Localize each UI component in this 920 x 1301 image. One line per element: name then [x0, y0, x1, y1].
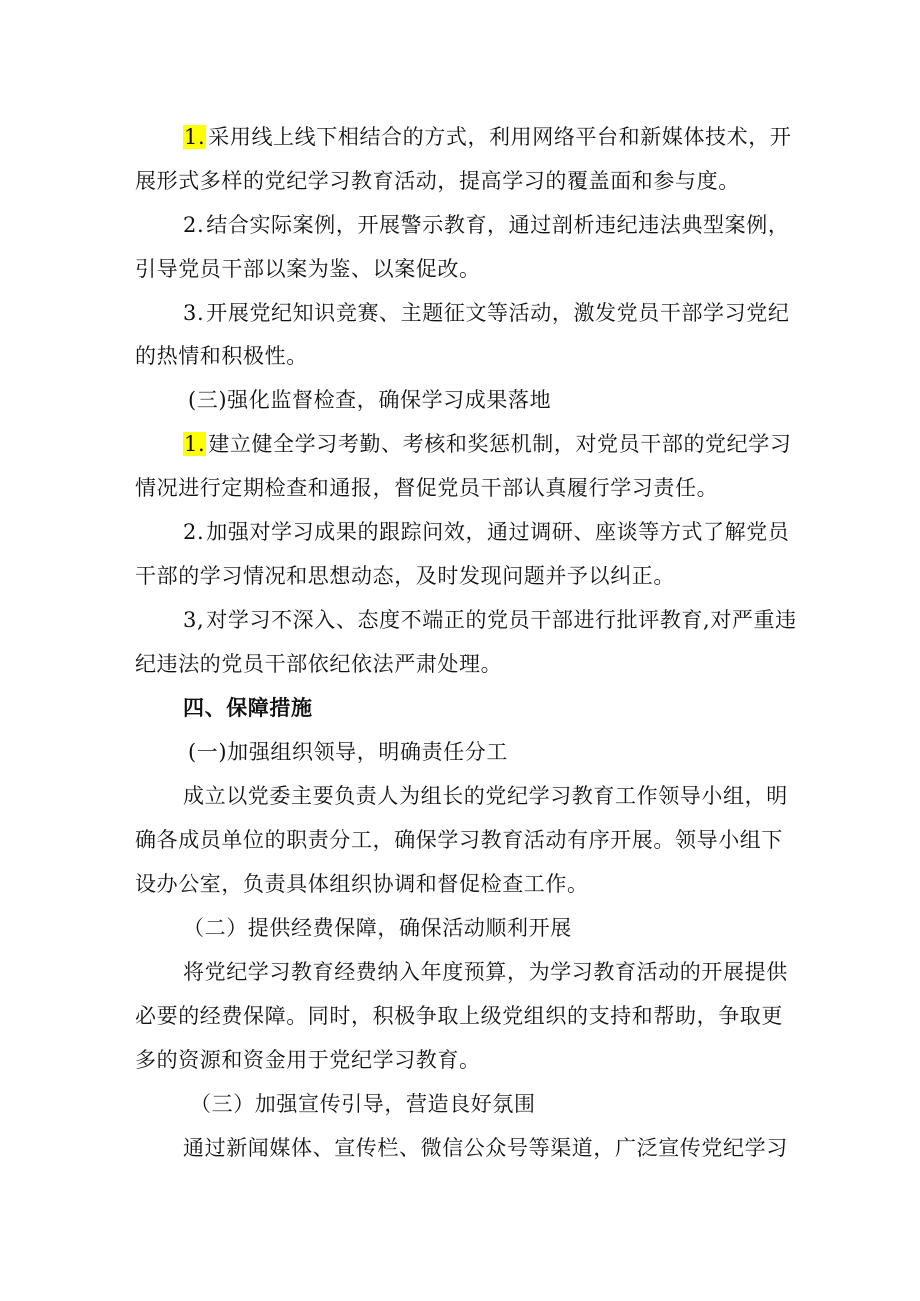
subheading-organization [188, 738, 508, 766]
line-text: 的热情和积极性。 [135, 344, 308, 368]
para-funding-line-2 [135, 1002, 783, 1030]
subheading-publicity [190, 1090, 536, 1118]
line-text: 展形式多样的党纪学习教育活动，提高学习的覆盖面和参与度。 [135, 169, 740, 193]
line-text: 通过新闻媒体、宣传栏、微信公众号等渠道，广泛宣传党纪学习 [183, 1136, 788, 1160]
line-text: 采用线上线下相结合的方式，利用网络平台和新媒体技术，开 [208, 125, 792, 149]
line-text: 结合实际案例，开展警示教育，通过剖析违纪违法典型案例， [206, 213, 790, 237]
item-3-line-1 [183, 299, 789, 327]
section-heading-guarantee [183, 694, 313, 722]
section-heading-supervision [188, 386, 551, 414]
line-text: 开展党纪知识竞赛、主题征文等活动，激发党员干部学习党纪 [206, 301, 790, 325]
line-text: 加强对学习成果的跟踪问效，通过调研、座谈等方式了解党员 [206, 520, 790, 544]
heading-text: 四、保障措施 [183, 695, 313, 720]
item-2b-line-1 [183, 518, 789, 546]
item-3-line-2 [135, 342, 308, 370]
item-1-line-1 [183, 123, 791, 151]
line-text: 多的资源和资金用于党纪学习教育。 [135, 1048, 481, 1072]
item-1b-line-2 [135, 474, 718, 502]
item-number: 2. [183, 520, 205, 544]
item-1-line-2 [135, 167, 740, 195]
item-number: 3. [183, 301, 205, 325]
item-2-line-1 [183, 211, 789, 239]
line-text: 情况进行定期检查和通报，督促党员干部认真履行学习责任。 [135, 476, 719, 500]
line-text: 必要的经费保障。同时，积极争取上级党组织的支持和帮助，争取更 [135, 1004, 783, 1028]
line-text: 确各成员单位的职责分工，确保学习教育活动有序开展。领导小组下 [135, 828, 783, 852]
para-funding-line-3 [135, 1046, 481, 1074]
item-number: 3, [183, 608, 205, 632]
item-2b-line-2 [135, 562, 675, 590]
item-1b-line-1 [183, 430, 791, 458]
para-organization-line-2 [135, 826, 783, 854]
heading-text: （三）加强宣传引导，营造良好氛围 [190, 1092, 536, 1116]
line-text: 对学习不深入、态度不端正的党员干部进行批评教育,对严重违 [206, 608, 797, 632]
line-text: 将党纪学习教育经费纳入年度预算，为学习教育活动的开展提供 [183, 960, 788, 984]
para-organization-line-3 [135, 870, 589, 898]
highlighted-number: 1. [184, 432, 206, 456]
para-organization-line-1 [183, 782, 788, 810]
heading-text: (一)加强组织领导，明确责任分工 [188, 740, 508, 764]
line-text: 成立以党委主要负责人为组长的党纪学习教育工作领导小组，明 [183, 784, 788, 808]
item-3b-line-1 [183, 606, 797, 634]
line-text: 建立健全学习考勤、考核和奖惩机制，对党员干部的党纪学习 [208, 432, 792, 456]
item-2-line-2 [135, 255, 481, 283]
item-3b-line-2 [135, 650, 502, 678]
highlighted-number: 1. [184, 125, 206, 149]
para-funding-line-1 [183, 958, 788, 986]
line-text: 纪违法的党员干部依纪依法严肃处理。 [135, 652, 503, 676]
line-text: 干部的学习情况和思想动态，及时发现问题并予以纠正。 [135, 564, 675, 588]
line-text: 引导党员干部以案为鉴、以案促改。 [135, 257, 481, 281]
heading-text: （二）提供经费保障，确保活动顺利开展 [183, 916, 572, 940]
heading-text: (三)强化监督检查，确保学习成果落地 [188, 388, 552, 412]
item-number: 2. [183, 213, 205, 237]
line-text: 设办公室，负责具体组织协调和督促检查工作。 [135, 872, 589, 896]
para-publicity-line-1 [183, 1134, 788, 1162]
subheading-funding [183, 914, 572, 942]
